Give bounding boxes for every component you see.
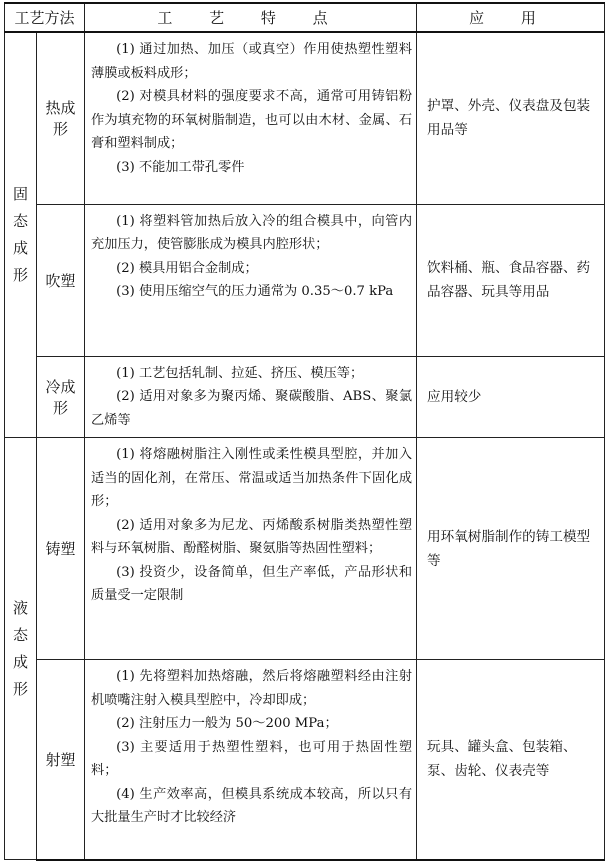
method-blow-molding: 吹塑	[37, 204, 85, 356]
feature-item: (1) 将熔融树脂注入刚性或柔性模具型腔，并加入适当的固化剂，在常压、常温或适当加热条件下固化成形；	[91, 447, 413, 509]
application-cell: 饮料桶、瓶、食品容器、药品容器、玩具等用品	[417, 204, 605, 356]
feature-item: (2) 注射压力一般为 50～200 MPa；	[116, 716, 338, 731]
table-row	[5, 204, 605, 356]
process-table	[4, 2, 605, 861]
feature-item: (3) 投资少，设备简单，但生产率低，产品形状和质量受一定限制	[91, 564, 413, 603]
feature-item: (3) 不能加工带孔零件	[116, 159, 245, 175]
feature-item: (2) 适用对象多为聚丙烯、聚碳酸脂、ABS、聚氯乙烯等	[91, 389, 413, 428]
table-row	[5, 32, 605, 204]
features-cell	[85, 356, 417, 438]
feature-item: (2) 对模具材料的强度要求不高，通常可用铸铝粉作为填充物的环氧树脂制造，也可以由木材、金属、石膏和塑料制成；	[91, 89, 413, 151]
features-cell	[85, 438, 417, 660]
table-row	[5, 356, 605, 438]
feature-item: (2) 模具用铝合金制成；	[116, 260, 258, 276]
application-cell: 护罩、外壳、仪表盘及包装用品等	[417, 32, 605, 204]
header-application: 应 用	[417, 3, 605, 32]
method-cold-forming: 冷成形	[37, 356, 85, 438]
application-cell: 玩具、罐头盒、包装箱、泵、齿轮、仪表壳等	[417, 660, 605, 860]
feature-item: (2) 适用对象多为尼龙、丙烯酸系树脂类热塑性塑料与环氧树脂、酚醛树脂、聚氨脂等热固性塑料；	[91, 517, 413, 556]
features-cell	[85, 32, 417, 204]
method-injection-molding: 射塑	[37, 660, 85, 860]
feature-item: (3) 使用压缩空气的压力通常为 0.35～0.7 kPa	[116, 284, 394, 299]
features-cell	[85, 660, 417, 860]
header-features: 工 艺 特 点	[85, 3, 417, 32]
features-cell	[85, 204, 417, 356]
header-row	[5, 3, 605, 32]
feature-item: (1) 工艺包括轧制、拉延、挤压、模压等；	[116, 365, 364, 381]
table-row	[5, 660, 605, 860]
feature-item: (4) 生产效率高，但模具系统成本较高，所以只有大批量生产时才比较经济	[91, 786, 413, 825]
method-hot-forming: 热成形	[37, 32, 85, 204]
method-casting: 铸塑	[37, 438, 85, 660]
group-label-solid: 固态成形	[5, 32, 37, 438]
group-label-liquid: 液态成形	[5, 438, 37, 860]
feature-item: (1) 先将塑料加热熔融，然后将熔融塑料经由注射机喷嘴注射入模具型腔中，冷却即成；	[91, 669, 413, 708]
application-cell: 应用较少	[417, 356, 605, 438]
table-row	[5, 438, 605, 660]
feature-item: (3) 主要适用于热塑性塑料，也可用于热固性塑料；	[91, 739, 413, 778]
application-cell: 用环氧树脂制作的铸工模型等	[417, 438, 605, 660]
feature-item: (1) 将塑料管加热后放入冷的组合模具中，向管内充加压力，使管膨胀成为模具内腔形状；	[91, 213, 413, 252]
header-method: 工艺方法	[5, 3, 85, 32]
feature-item: (1) 通过加热、加压（或真空）作用使热塑性塑料薄膜或板料成形；	[91, 42, 413, 81]
